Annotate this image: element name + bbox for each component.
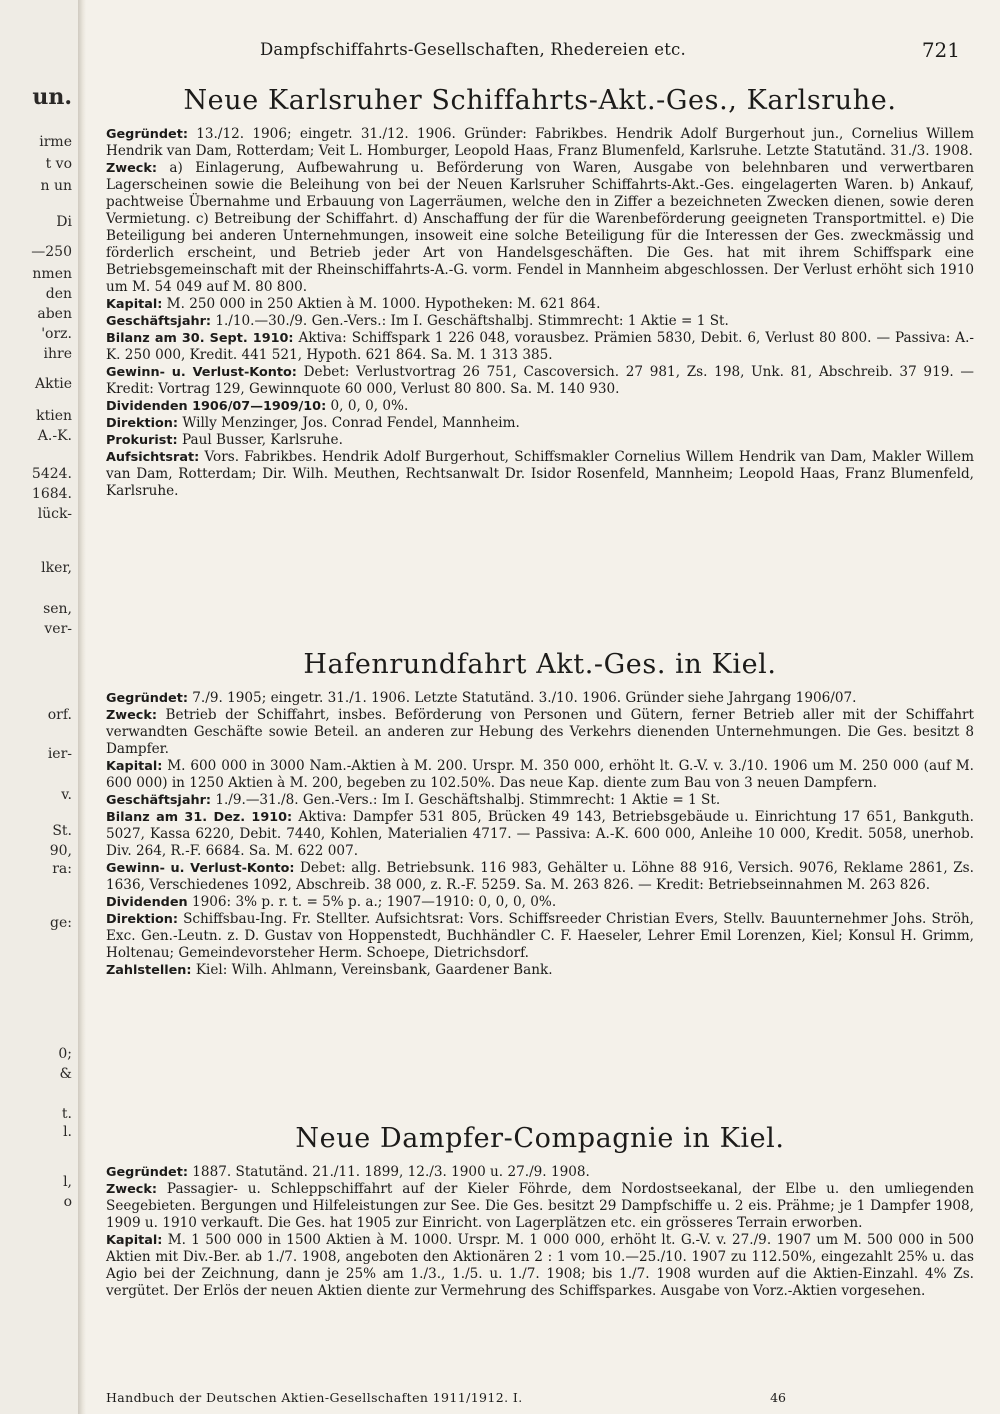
entry-label: Dividenden 1906/07—1909/10: (106, 399, 327, 414)
running-header (92, 40, 974, 66)
entry-text: 0, 0, 0, 0%. (326, 398, 409, 414)
entry-paragraph (106, 449, 974, 500)
gutter-text-fragment: t. (61, 1106, 72, 1122)
entry-label: Direktion: (106, 416, 179, 431)
entry-paragraph (106, 1232, 974, 1300)
entry-paragraph (106, 758, 974, 792)
entry-paragraph (106, 809, 974, 860)
gutter-text-fragment: ver- (44, 621, 72, 637)
document-page (92, 0, 974, 1414)
entry-paragraph (106, 792, 974, 809)
entry-text: a) Einlagerung, Aufbewahrung u. Beförderung von Waren, Ausgabe von belehnbaren und verwertbaren Lagerscheinen sowie die Beleihung von bei der Neuen Karlsruher Schiffahrts-Akt.-Ges. eingelagerten Waren. b) Ankauf, pachtweise Übernahme und Erbauung von Lagerräumen, welche den in Ziffer a bezeichneten Zwecken dienen, sowie deren Vermietung. c) Betreibung der Schiffahrt. d) Anschaffung der für die Warenbeförderung geeigneten Transportmittel. e) Die Beteiligung bei anderen Unternehmungen, insoweit eine solche Beteiligung für die Interessen der Ges. zweckmässig und förderlich erscheint, und Betrieb jeder Art von Handelsgeschäften. Die Ges. hat mit ihrem Schiffspark eine Betriebsgemeinschaft mit der Rheinschiffahrts-A.-G. vorm. Fendel in Mannheim abgeschlossen. Der Verlust erhöht sich 1910 um M. 54 049 auf M. 80 800. (106, 160, 974, 295)
footer-title: Handbuch der Deutschen Aktien-Gesellschaften 1911/1912. I. (106, 1390, 523, 1405)
gutter-text-fragment: Di (56, 214, 72, 230)
entry-paragraph (106, 894, 974, 911)
entry-text: M. 600 000 in 3000 Nam.-Aktien à M. 200. Urspr. M. 350 000, erhöht lt. G.-V. v. 3./10. 1906 um M. 250 000 (auf M. 600 000) in 1250 Aktien à M. 200, begeben zu 102.50%. Das neue Kap. diente zum Bau von 3 neuen Dampfern. (106, 758, 974, 791)
page-spine-shadow (78, 0, 86, 1414)
gutter-text-fragment: ra: (52, 861, 72, 877)
entry-label: Bilanz am 31. Dez. 1910: (106, 810, 293, 825)
gutter-text-fragment: ge: (50, 915, 72, 931)
entry-text: Kiel: Wilh. Ahlmann, Vereinsbank, Gaardener Bank. (191, 962, 553, 978)
gutter-text-fragment: irme (39, 134, 72, 150)
gutter-text-fragment: v. (61, 787, 72, 803)
gutter-text-fragment: & (59, 1066, 72, 1082)
sheet-number: 46 (770, 1390, 786, 1405)
gutter-text-fragment: 5424. (31, 466, 72, 482)
entry-paragraph (106, 962, 974, 979)
entry-text: 7./9. 1905; eingetr. 31./1. 1906. Letzte Statutänd. 3./10. 1906. Gründer siehe Jahrgang 1906/07. (187, 690, 857, 706)
entry-text: Debet: Verlustvortrag 26 751, Cascoversich. 27 981, Zs. 198, Unk. 81, Abschreib. 37 919. — Kredit: Vortrag 129, Gewinnquote 60 000, Verlust 80 800. Sa. M. 140 930. (106, 364, 974, 397)
gutter-text-fragment: ihre (43, 346, 72, 362)
entry-label: Kapital: (106, 297, 163, 312)
entry-label: Zweck: (106, 708, 157, 723)
entry-paragraph (106, 415, 974, 432)
entry-label: Geschäftsjahr: (106, 793, 211, 808)
entry-label: Kapital: (106, 759, 163, 774)
company-title: Neue Karlsruher Schiffahrts-Akt.-Ges., Karlsruhe. (183, 85, 897, 116)
entry-label: Aufsichtsrat: (106, 450, 200, 465)
entry-label: Gegründet: (106, 1165, 188, 1180)
entry-label: Geschäftsjahr: (106, 314, 211, 329)
entry-paragraph (106, 160, 974, 296)
entry-text: Aktiva: Schiffspark 1 226 048, vorausbez. Prämien 5830, Debit. 6, Verlust 80 800. — Passiva: A.-K. 250 000, Kredit. 441 521, Hypoth. 621 864. Sa. M. 1 313 385. (106, 330, 974, 363)
entry-paragraph (106, 432, 974, 449)
entry-text: Willy Menzinger, Jos. Conrad Fendel, Mannheim. (178, 415, 520, 431)
entry-list (106, 126, 974, 500)
entry-paragraph (106, 1181, 974, 1232)
gutter-text-fragment: 0; (58, 1046, 72, 1062)
gutter-text-fragment: ier- (47, 746, 72, 762)
entry-text: Aktiva: Dampfer 531 805, Brücken 49 143, Betriebsgebäude u. Einrichtung 17 651, Bankguth. 5027, Kassa 6220, Debit. 7440, Kohlen, Materialien 4717. — Passiva: A.-K. 600 000, Anleihe 10 000, Kredit. 5058, unerhob. Div. 264, R.-F. 6684. Sa. M. 622 007. (106, 809, 974, 859)
company-title: Hafenrundfahrt Akt.-Ges. in Kiel. (303, 649, 777, 680)
entry-paragraph (106, 330, 974, 364)
entry-label: Gewinn- u. Verlust-Konto: (106, 861, 295, 876)
gutter-text-fragment: sen, (43, 601, 72, 617)
gutter-text-fragment: den (45, 286, 72, 302)
gutter-text-fragment: —250 (31, 244, 72, 260)
gutter-text-fragment: St. (52, 823, 72, 839)
entry-paragraph (106, 126, 974, 160)
entry-paragraph (106, 690, 974, 707)
entry-text: M. 250 000 in 250 Aktien à M. 1000. Hypotheken: M. 621 864. (162, 296, 601, 312)
entry-text: Passagier- u. Schleppschiffahrt auf der Kieler Föhrde, dem Nordostseekanal, der Elbe u. den umliegenden Seegebieten. Bergungen und Hilfeleistungen zur See. Die Ges. besitzt 29 Dampfschiffe u. 2 eis. Prähme; je 1 Dampfer 1908, 1909 u. 1910 verkauft. Die Ges. hat 1905 zur Einricht. von Lagerplätzen etc. ein grösseres Terrain erworben. (106, 1181, 974, 1231)
entry-paragraph (106, 1164, 974, 1181)
entry-paragraph (106, 398, 974, 415)
entry-label: Direktion: (106, 912, 179, 927)
entry-label: Bilanz am 30. Sept. 1910: (106, 331, 294, 346)
page-number: 721 (921, 38, 960, 62)
gutter-text-fragment: l, (63, 1174, 72, 1190)
entry-label: Kapital: (106, 1233, 163, 1248)
entry-label: Zweck: (106, 161, 157, 176)
gutter-text-fragment: Aktie (35, 376, 72, 392)
entry-text: Vors. Fabrikbes. Hendrik Adolf Burgerhout, Schiffsmakler Cornelius Willem Hendrik van Dam, Makler Willem van Dam, Rotterdam; Dir. Wilh. Meuthen, Rechtsanwalt Dr. Isidor Rosenfeld, Mannheim; Leopold Haas, Franz Blumenfeld, Karlsruhe. (106, 449, 974, 499)
entry-label: Gegründet: (106, 691, 188, 706)
company-section (106, 84, 974, 500)
adjacent-page-gutter (0, 0, 78, 1414)
gutter-text-fragment: lker, (41, 560, 72, 576)
gutter-text-fragment: t vo (45, 156, 72, 172)
gutter-text-fragment: 'orz. (41, 326, 72, 342)
gutter-text-fragment: l. (63, 1124, 72, 1140)
entry-paragraph (106, 364, 974, 398)
gutter-text-fragment: orf. (47, 707, 72, 723)
gutter-text-fragment: 1684. (31, 486, 72, 502)
entry-label: Zahlstellen: (106, 963, 192, 978)
entry-text: Debet: allg. Betriebsunk. 116 983, Gehälter u. Löhne 88 916, Versich. 9076, Reklame 2861, Zs. 1636, Verschiedenes 1092, Abschreib. 38 000, z. R.-F. 5259. Sa. M. 263 826. — Kredit: Betriebseinnahmen M. 263 826. (106, 860, 974, 893)
entry-paragraph (106, 911, 974, 962)
entry-paragraph (106, 296, 974, 313)
entry-text: 1906: 3% p. r. t. = 5% p. a.; 1907—1910: 0, 0, 0, 0%. (187, 894, 557, 910)
gutter-text-fragment: ktien (36, 408, 72, 424)
entry-text: 13./12. 1906; eingetr. 31./12. 1906. Gründer: Fabrikbes. Hendrik Adolf Burgerhout jun., Cornelius Willem Hendrik van Dam, Rotterdam; Veit L. Homburger, Leopold Haas, Franz Blumenfeld, Karlsruhe. Letzte Statutänd. 31./3. 1908. (106, 126, 974, 159)
gutter-text-fragment: A.-K. (37, 428, 72, 444)
entry-text: Paul Busser, Karlsruhe. (177, 432, 343, 448)
entry-paragraph (106, 707, 974, 758)
gutter-text-fragment: aben (37, 306, 72, 322)
gutter-text-fragment: o (63, 1194, 72, 1210)
entry-list (106, 1164, 974, 1300)
gutter-text-fragment: lück- (37, 506, 72, 522)
entry-list (106, 690, 974, 979)
entry-text: 1./9.—31./8. Gen.-Vers.: Im I. Geschäftshalbj. Stimmrecht: 1 Aktie = 1 St. (211, 792, 721, 808)
entry-label: Gegründet: (106, 127, 188, 142)
entry-paragraph (106, 313, 974, 330)
entry-label: Zweck: (106, 1182, 157, 1197)
entry-label: Gewinn- u. Verlust-Konto: (106, 365, 297, 380)
entry-text: Betrieb der Schiffahrt, insbes. Beförderung von Personen und Gütern, ferner Betrieb aller mit der Schiffahrt verwandten Geschäfte sowie Beteil. an anderen zur Hebung des Verkehrs dienenden Unternehmungen. Die Ges. besitzt 8 Dampfer. (106, 707, 974, 757)
page-footer (106, 1390, 786, 1408)
entry-label: Dividenden (106, 895, 188, 910)
company-section (106, 1122, 974, 1300)
gutter-text-fragment: un. (32, 84, 72, 110)
company-title: Neue Dampfer-Compagnie in Kiel. (295, 1123, 785, 1154)
entry-paragraph (106, 860, 974, 894)
company-section (106, 648, 974, 979)
entry-label: Prokurist: (106, 433, 178, 448)
entry-text: 1./10.—30./9. Gen.-Vers.: Im I. Geschäftshalbj. Stimmrecht: 1 Aktie = 1 St. (211, 313, 729, 329)
entry-text: Schiffsbau-Ing. Fr. Stellter. Aufsichtsrat: Vors. Schiffsreeder Christian Evers, Stellv. Bauunternehmer Johs. Ströh, Exc. Gen.-Leutn. z. D. Gustav von Hoppenstedt, Buchhändler C. F. Haeseler, Lehrer Emil Lorenzen, Kiel; Konsul H. Grimm, Holtenau; Gemeindevorsteher Herm. Schoepe, Dietrichsdorf. (106, 911, 974, 961)
entry-text: M. 1 500 000 in 1500 Aktien à M. 1000. Urspr. M. 1 000 000, erhöht lt. G.-V. v. 27./9. 1907 um M. 500 000 in 500 Aktien mit Div.-Ber. ab 1./7. 1908, angeboten den Aktionären 2 : 1 vom 10.—25./10. 1907 zu 112.50%, eingezahlt 25% u. das Agio bei der Zeichnung, dann je 25% am 1./3., 1./5. u. 1./7. 1908; bis 1./7. 1908 wurden auf die Aktien-Einzahl. 4% Zs. vergütet. Der Erlös der neuen Aktien diente zur Vermehrung des Schiffsparkes. Ausgabe von Vorz.-Aktien vorgesehen. (106, 1232, 974, 1299)
gutter-text-fragment: n un (40, 178, 72, 194)
entry-text: 1887. Statutänd. 21./11. 1899, 12./3. 1900 u. 27./9. 1908. (187, 1164, 590, 1180)
gutter-text-fragment: nmen (32, 266, 72, 282)
running-header-title: Dampfschiffahrts-Gesellschaften, Rhedereien etc. (260, 40, 686, 59)
gutter-text-fragment: 90, (49, 843, 72, 859)
